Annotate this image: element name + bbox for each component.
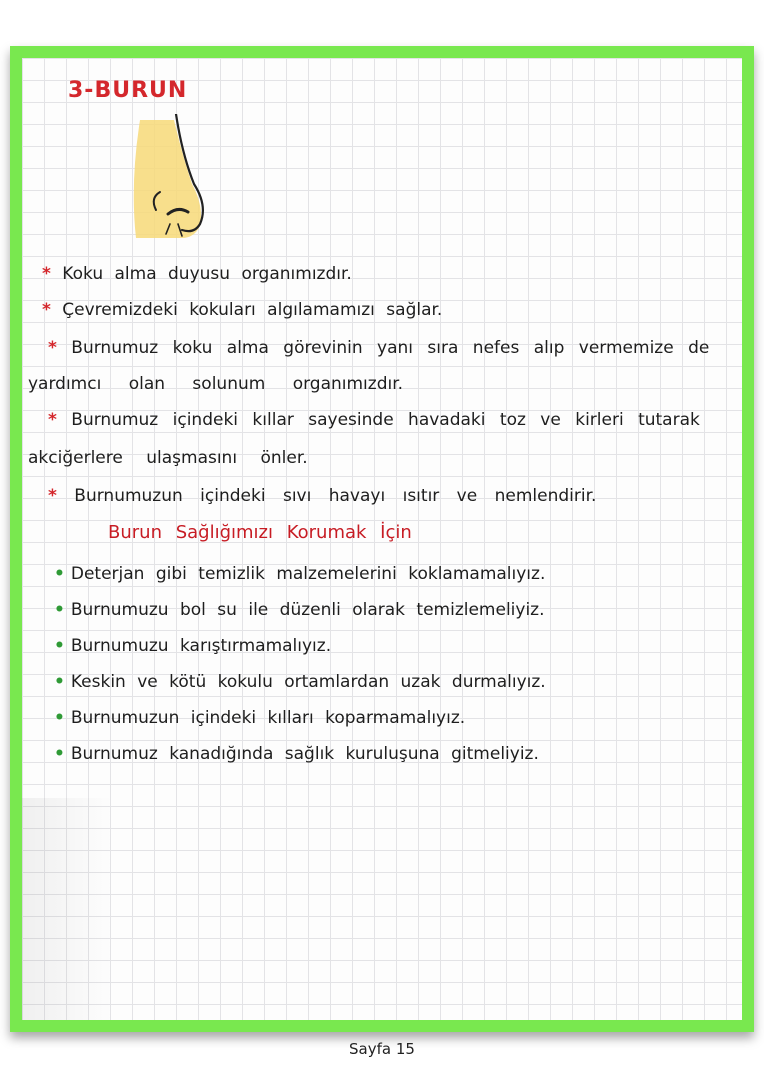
tip-item-1 [54, 564, 545, 584]
tip-text: Burnumuzu karıştırmamalıyız. [70, 636, 332, 656]
star-icon: * [42, 264, 51, 284]
fact-text: Burnumuz koku alma görevinin yanı sıra nefes alıp vermemize de [71, 338, 710, 358]
tip-text: Deterjan gibi temizlik malzemelerini koklamamalıyız. [70, 564, 546, 584]
fact-text: Burnumuz içindeki kıllar sayesinde havadaki toz ve kirleri tutarak [71, 410, 700, 430]
section-subheading: Burun Sağlığımızı Korumak İçin [108, 522, 412, 543]
tip-text: Burnumuzu bol su ile düzenli olarak temizlemeliyiz. [70, 600, 545, 620]
bullet-icon: • [54, 600, 65, 620]
fact-4-line-2: akciğerlere ulaşmasını önler. [28, 448, 308, 468]
bullet-icon: • [54, 564, 65, 584]
tip-item-5 [54, 708, 465, 728]
bullet-icon: • [54, 672, 65, 692]
bullet-icon: • [54, 636, 65, 656]
tip-text: Burnumuzun içindeki kılları koparmamalıyız. [70, 708, 466, 728]
star-icon: * [48, 410, 57, 430]
fact-text: Burnumuzun içindeki sıvı havayı ısıtır ve nemlendirir. [74, 486, 597, 506]
paper-shadow [22, 798, 112, 1032]
fact-2-line-1 [42, 300, 442, 320]
nose-illustration [126, 114, 216, 244]
fact-3-line-1 [48, 338, 709, 358]
bullet-icon: • [54, 708, 65, 728]
fact-5-line-1 [48, 486, 596, 506]
page-title: 3-BURUN [68, 78, 188, 103]
fact-1-line-1 [42, 264, 352, 284]
star-icon: * [48, 486, 57, 506]
tip-item-3 [54, 636, 331, 656]
fact-3-line-2: yardımcı olan solunum organımızdır. [28, 374, 404, 394]
page-number: Sayfa 15 [349, 1040, 415, 1058]
fact-text: Koku alma duyusu organımızdır. [62, 264, 352, 284]
bullet-icon: • [54, 744, 65, 764]
tip-item-4 [54, 672, 546, 692]
tip-item-2 [54, 600, 545, 620]
notebook-page-frame [10, 46, 754, 1032]
tip-text: Burnumuz kanadığında sağlık kuruluşuna gitmeliyiz. [70, 744, 539, 764]
star-icon: * [48, 338, 57, 358]
tip-text: Keskin ve kötü kokulu ortamlardan uzak durmalıyız. [70, 672, 546, 692]
tip-item-6 [54, 744, 539, 764]
star-icon: * [42, 300, 51, 320]
fact-4-line-1 [48, 410, 700, 430]
fact-text: Çevremizdeki kokuları algılamamızı sağlar. [62, 300, 443, 320]
